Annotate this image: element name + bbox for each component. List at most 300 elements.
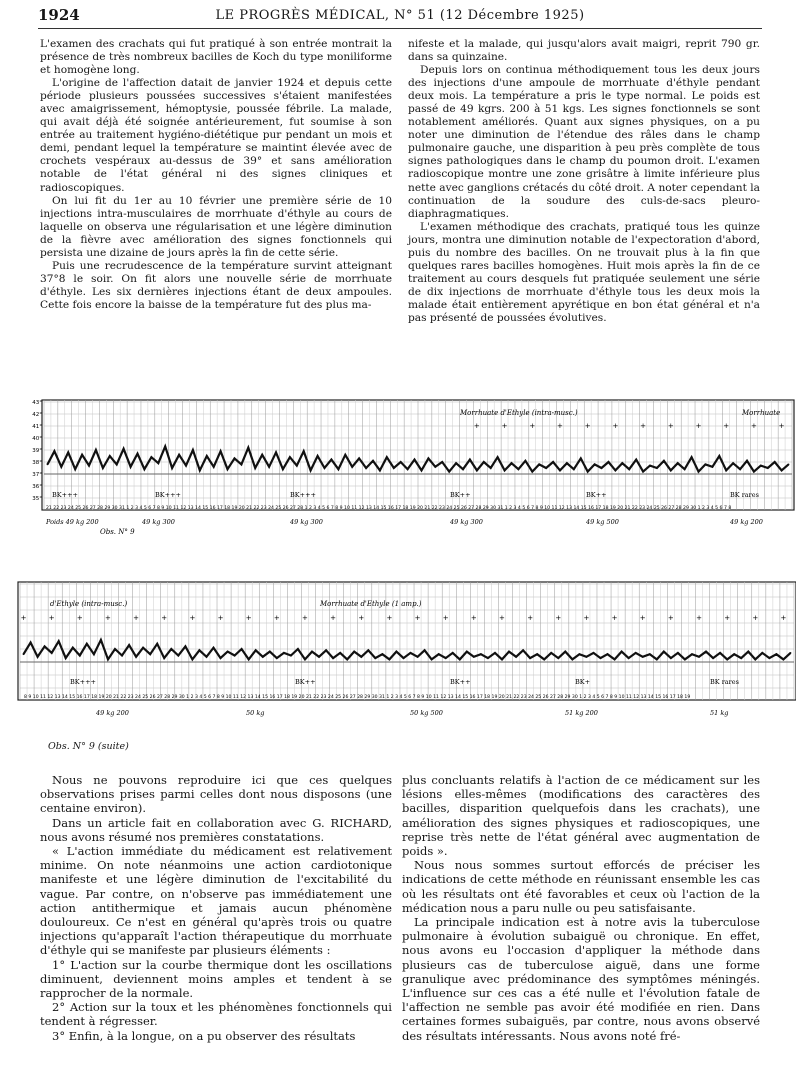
data-point (163, 657, 165, 659)
data-point (566, 462, 568, 464)
data-point (337, 468, 339, 470)
chart-caption: Obs. N° 9 (suite) (48, 741, 129, 752)
data-point (53, 450, 55, 452)
injection-mark: + (611, 614, 618, 622)
data-point (747, 651, 749, 653)
injection-mark: + (330, 614, 337, 622)
data-point (37, 656, 39, 658)
data-point (403, 657, 405, 659)
paragraph: L'examen méthodique des crachats, pratiqué tous les quinze jours, montra une diminution notable de l'expectoration d'abord, puis du nombre des bacilles. On ne trouvait plus à la fin que quelques rares bacilles homogènes. Huit mois après la fin de ce traitement au cours desquels fut pratiquée seulement une série de dix injections de morrhuate d'éthyle tous les deux mois la malade était entièrement apyrétique en bon état général et n'a pas présenté de poussées évolutives. (408, 220, 760, 324)
injection-mark: + (217, 614, 224, 622)
data-point (332, 657, 334, 659)
data-point (552, 461, 554, 463)
data-point (414, 459, 416, 461)
y-tick-label: 35° (32, 496, 42, 502)
data-point (381, 653, 383, 655)
data-point (93, 653, 95, 655)
data-point (275, 452, 277, 454)
data-point (774, 461, 776, 463)
data-point (571, 659, 573, 661)
data-point (365, 467, 367, 469)
weight-label: 50 kg (246, 709, 265, 717)
data-point (725, 470, 727, 472)
data-point (573, 468, 575, 470)
y-tick-label: 41° (32, 424, 42, 430)
data-point (711, 466, 713, 468)
data-point (452, 652, 454, 654)
paragraph: Dans un article fait en collaboration avec G. RICHARD, nous avons résumé nos premières constatations. (40, 815, 392, 844)
column-left (40, 38, 392, 312)
data-point (790, 652, 792, 654)
data-point (268, 466, 270, 468)
injection-mark: + (640, 422, 647, 430)
data-point (459, 659, 461, 661)
data-point (389, 659, 391, 661)
data-point (543, 659, 545, 661)
injection-mark: + (302, 614, 308, 622)
chart-caption: Obs. N° 9 (100, 528, 135, 536)
data-point (296, 465, 298, 467)
injection-mark: + (470, 614, 477, 622)
data-point (545, 467, 547, 469)
data-point (600, 657, 602, 659)
data-point (213, 647, 215, 649)
bk-mark: BK++ (450, 678, 471, 686)
date-ticks: 21 22 23 24 25 26 27 28 29 30 31 1 2 3 4 5 6 7 8 9 10 11 12 13 14 15 16 17 18 19 20 21 22 23 24 25 26 27 28 1 2 3 4 5 6 7 8 9 10 11 12 13 14 15 16 17 18 19 20 21 22 23 24 25 26 27 28 29 30 31 1 2 3 4 5 6 7 8 9 10 11 12 13 14 15 16 17 18 19 20 21 22 23 24 25 26 27 28 29 30 1 2 3 4 5 6 7 8 (46, 506, 732, 511)
data-point (746, 460, 748, 462)
data-point (121, 655, 123, 657)
bk-mark: BK rares (730, 491, 759, 499)
data-point (95, 449, 97, 451)
data-point (587, 471, 589, 473)
data-point (670, 470, 672, 472)
data-point (400, 461, 402, 463)
data-point (684, 468, 686, 470)
data-point (74, 468, 76, 470)
data-point (100, 639, 102, 641)
injection-mark: + (667, 422, 674, 430)
data-point (718, 455, 720, 457)
data-point (213, 466, 215, 468)
data-point (628, 657, 630, 659)
data-point (494, 652, 496, 654)
data-point (283, 652, 285, 654)
data-point (614, 470, 616, 472)
injection-mark: + (133, 614, 140, 622)
data-point (719, 652, 721, 654)
data-point (712, 657, 714, 659)
paragraph: L'origine de l'affection datait de janvier 1924 et depuis cette période plusieurs poussées successives s'étaient manifestées avec amaigrissement, hémoptysie, poussée fébrile. La malade, qui avait déjà été soignée antérieurement, fut soumise à son entrée au traitement hygiéno-diététique pur pendant un mois et demi, pendant lequel la température se maintint élevée avec de crochets vespéraux au-dessus de 39° et sans amélioration notable de l'état général ni des signes cliniques et radioscopiques. (40, 77, 392, 194)
data-point (144, 468, 146, 470)
injection-mark: + (245, 614, 252, 622)
data-point (438, 653, 440, 655)
data-point (733, 653, 735, 655)
data-point (150, 456, 152, 458)
data-point (30, 642, 32, 644)
injection-mark: + (358, 614, 365, 622)
chart-annotation: Morrhuate (742, 409, 781, 417)
injection-mark: + (273, 614, 280, 622)
data-point (240, 464, 242, 466)
bk-mark: BK+++ (290, 491, 316, 499)
injection-mark: + (780, 614, 787, 622)
data-point (754, 659, 756, 661)
temperature-chart-1 (30, 370, 796, 542)
data-point (536, 653, 538, 655)
data-point (130, 466, 132, 468)
data-point (497, 456, 499, 458)
paragraph: L'examen des crachats qui fut pratiqué à son entrée montrait la présence de très nombreux bacilles de Koch du type moniliforme et homogène long. (40, 38, 392, 77)
data-point (788, 464, 790, 466)
data-point (185, 465, 187, 467)
data-point (705, 651, 707, 653)
data-point (206, 455, 208, 457)
data-point (462, 468, 464, 470)
data-point (386, 456, 388, 458)
injection-mark: + (555, 614, 562, 622)
data-point (691, 653, 693, 655)
data-point (310, 470, 312, 472)
data-point (580, 458, 582, 460)
data-point (508, 651, 510, 653)
data-point (248, 659, 250, 661)
data-point (149, 653, 151, 655)
data-point (60, 466, 62, 468)
bk-mark: BK rares (710, 678, 739, 686)
column-bottom-right (402, 773, 760, 1043)
injection-mark: + (161, 614, 168, 622)
y-tick-label: 43° (32, 400, 42, 406)
injection-mark: + (48, 614, 55, 622)
weight-label: 49 kg 300 (450, 518, 483, 526)
data-point (247, 447, 249, 449)
data-point (434, 466, 436, 468)
data-point (72, 647, 74, 649)
data-point (635, 652, 637, 654)
data-point (372, 460, 374, 462)
paragraph: Puis une recrudescence de la température survint atteignant 37°8 le soir. On fit alors une nouvelle série de morrhuate d'éthyle. Les six dernières injections étant de deux ampoules. Cette fois encore la baisse de la température fut des plus ma- (40, 259, 392, 311)
injection-mark: + (414, 614, 421, 622)
data-point (107, 659, 109, 661)
injection-mark: + (105, 614, 111, 622)
paragraph: On lui fit du 1er au 10 février une première série de 10 injections intra-musculaires de morrhuate d'éthyle au cours de laquelle on observa une régularisation et une légère diminution de la fièvre avec amélioration des signes fonctionnels qui persista une dizaine de jours après la fin de cette série. (40, 194, 392, 259)
data-point (740, 657, 742, 659)
data-point (339, 652, 341, 654)
data-point (557, 657, 559, 659)
data-point (171, 467, 173, 469)
data-point (427, 458, 429, 460)
data-point (289, 456, 291, 458)
data-point (642, 471, 644, 473)
paragraph: 3° Enfin, à la longue, on a pu observer des résultats (52, 1028, 356, 1043)
data-point (670, 657, 672, 659)
data-point (501, 659, 503, 661)
data-point (524, 460, 526, 462)
y-axis-ticks (32, 400, 42, 502)
data-point (656, 659, 658, 661)
data-point (58, 640, 60, 642)
data-point (102, 467, 104, 469)
data-point (177, 655, 179, 657)
y-tick-label: 36° (32, 484, 42, 490)
date-ticks: 8 9 10 11 12 13 14 15 16 17 18 19 20 21 22 23 24 25 26 27 28 29 30 1 2 3 4 5 6 7 8 9 10 11 12 13 14 15 16 17 18 19 20 21 22 23 24 25 26 27 28 29 30 31 1 2 3 4 5 6 7 8 9 10 11 12 13 14 15 16 17 18 19 20 21 22 23 24 25 26 27 28 29 30 1 2 3 4 5 6 7 8 9 10 11 12 13 14 15 16 17 18 19 (24, 695, 691, 700)
injection-mark: + (778, 422, 785, 430)
data-point (518, 468, 520, 470)
data-point (649, 653, 651, 655)
data-point (466, 651, 468, 653)
weight-label: Poids 49 kg 200 (46, 518, 99, 526)
data-point (635, 459, 637, 461)
data-point (768, 657, 770, 659)
data-point (23, 653, 25, 655)
chart-annotation: Morrhuate d'Ethyle (1 amp.) (320, 600, 422, 608)
data-point (515, 656, 517, 658)
data-point (698, 656, 700, 658)
paragraph: nifeste et la malade, qui jusqu'alors avait maigri, reprit 790 gr. dans sa quinzaine. (408, 38, 760, 64)
data-point (473, 656, 475, 658)
data-point (234, 655, 236, 657)
injection-mark: + (583, 614, 590, 622)
data-point (51, 652, 53, 654)
data-point (79, 655, 81, 657)
data-point (448, 471, 450, 473)
injection-mark: + (529, 422, 536, 430)
data-point (142, 647, 144, 649)
weight-labels (45, 518, 763, 526)
data-point (396, 651, 398, 653)
bk-mark: BK+++ (155, 491, 181, 499)
chart-annotation: Morrhuate d'Ethyle (intra-musc.) (460, 409, 578, 417)
data-point (691, 456, 693, 458)
data-point (81, 454, 83, 456)
injection-mark: + (584, 422, 591, 430)
data-point (304, 659, 306, 661)
data-point (137, 453, 139, 455)
paragraph: 2° Action sur la toux et les phénomènes fonctionnels qui tendent à régresser. (40, 1000, 392, 1029)
data-point (325, 649, 327, 651)
data-point (324, 467, 326, 469)
data-point (353, 651, 355, 653)
data-point (199, 470, 201, 472)
data-point (220, 657, 222, 659)
injection-mark: + (696, 614, 702, 622)
data-point (607, 653, 609, 655)
data-point (227, 468, 229, 470)
y-tick-label: 40° (32, 436, 42, 442)
injection-mark: + (612, 422, 619, 430)
bk-mark: BK++ (586, 491, 607, 499)
data-point (282, 468, 284, 470)
data-point (781, 470, 783, 472)
injection-mark: + (723, 422, 730, 430)
data-point (705, 464, 707, 466)
paragraph: Nous ne pouvons reproduire ici que ces quelques observations prises parmi celles dont nous disposons (une centaine environ). (40, 773, 392, 816)
injection-mark: + (442, 614, 449, 622)
injection-mark: + (557, 422, 563, 430)
data-point (760, 465, 762, 467)
data-point (511, 462, 513, 464)
data-point (642, 656, 644, 658)
data-point (767, 467, 769, 469)
data-point (47, 464, 49, 466)
data-point (559, 470, 561, 472)
weight-label: 50 kg 500 (410, 709, 443, 717)
data-point (331, 459, 333, 461)
journal-title: LE PROGRÈS MÉDICAL, N° 51 (12 Décembre 1925) (215, 8, 585, 23)
data-point (504, 470, 506, 472)
data-point (649, 465, 651, 467)
data-point (367, 649, 369, 651)
y-tick-label: 38° (32, 460, 42, 466)
injection-mark: + (639, 614, 646, 622)
data-point (628, 468, 630, 470)
data-point (303, 450, 305, 452)
data-point (164, 446, 166, 448)
data-point (480, 653, 482, 655)
injection-mark: + (752, 614, 759, 622)
data-point (483, 461, 485, 463)
data-point (276, 657, 278, 659)
data-point (346, 659, 348, 661)
data-point (393, 467, 395, 469)
data-point (663, 460, 665, 462)
injection-mark: + (386, 614, 393, 622)
data-point (586, 656, 588, 658)
data-point (360, 656, 362, 658)
data-point (86, 643, 88, 645)
data-point (732, 462, 734, 464)
paragraph: Depuis lors on continua méthodiquement tous les deux jours des injections d'une ampoule de morrhuate d'éthyle pendant deux mois. La température a pris le type normal. Le poids est passé de 49 kgrs. 200 à 51 kgs. Les signes fonctionnels se sont notablement améliorés. Quant aux signes physiques, on a pu noter une diminution de l'étendue des râles dans le champ pulmonaire gauche, une disparition à peu près complète de tous signes pathologiques dans le champ du poumon droit. L'examen radioscopique montre une zone grisâtre à limite inférieure plus nette avec ganglions crétacés du côté droit. A noter cependant la continuation de la soudure des culs-de-sacs pleuro-diaphragmatiques. (408, 64, 760, 220)
data-point (776, 653, 778, 655)
data-point (234, 458, 236, 460)
injection-mark: + (750, 422, 757, 430)
data-point (135, 656, 137, 658)
paragraph: « L'action immédiate du médicament est relativement minime. On note néanmoins une action cardiotonique manifeste et une légère diminution de l'excitabilité du vague. Par contre, on n'observe pas immédiatement une action antithermique et jamais aucun phénomène douloureux. Ce n'est en général qu'après trois ou quatre injections qu'apparaît l'action thérapeutique du morrhuate d'éthyle qui se manifeste par plusieurs éléments : (40, 844, 392, 958)
data-point (621, 651, 623, 653)
data-point (783, 659, 785, 661)
page-header (38, 6, 762, 29)
data-point (522, 649, 524, 651)
y-tick-label: 39° (32, 448, 42, 454)
y-tick-label: 42° (32, 412, 42, 418)
injection-mark: + (473, 422, 480, 430)
temperature-chart-1-svg (30, 370, 796, 542)
data-point (469, 459, 471, 461)
data-point (44, 646, 46, 648)
data-point (578, 653, 580, 655)
data-point (663, 651, 665, 653)
data-point (379, 470, 381, 472)
paragraph: 1° L'action sur la courbe thermique dont les oscillations diminuent, deviennent moins amples et tendent à se rapprocher de la normale. (40, 957, 392, 1001)
data-point (601, 467, 603, 469)
data-point (241, 648, 243, 650)
data-point (608, 461, 610, 463)
data-point (374, 657, 376, 659)
data-point (206, 656, 208, 658)
data-point (739, 468, 741, 470)
injection-mark: + (695, 422, 702, 430)
data-point (684, 659, 686, 661)
data-point (441, 461, 443, 463)
data-point (65, 657, 67, 659)
bk-mark: BK++ (295, 678, 316, 686)
data-point (761, 652, 763, 654)
data-point (178, 454, 180, 456)
injection-mark: + (499, 614, 505, 622)
data-point (344, 454, 346, 456)
data-point (455, 462, 457, 464)
data-point (109, 455, 111, 457)
data-point (531, 471, 533, 473)
data-point (114, 648, 116, 650)
data-point (421, 470, 423, 472)
data-point (614, 659, 616, 661)
weight-label: 49 kg 500 (586, 518, 619, 526)
weight-label: 49 kg 300 (290, 518, 323, 526)
data-point (123, 448, 125, 450)
column-bottom-left (40, 773, 392, 1043)
data-point (726, 659, 728, 661)
data-point (593, 652, 595, 654)
data-point (290, 655, 292, 657)
weight-label: 49 kg 300 (142, 518, 175, 526)
data-point (490, 467, 492, 469)
data-point (594, 464, 596, 466)
injection-mark: + (724, 614, 731, 622)
data-point (199, 649, 201, 651)
injection-mark: + (667, 614, 674, 622)
data-point (269, 651, 271, 653)
injection-mark: + (527, 614, 534, 622)
y-tick-label: 37° (32, 472, 42, 478)
data-point (128, 644, 130, 646)
temperature-chart-2-svg (10, 576, 796, 734)
data-point (156, 643, 158, 645)
injection-mark: + (189, 614, 196, 622)
injection-mark: + (76, 614, 83, 622)
weight-label: 49 kg 200 (730, 518, 763, 526)
data-point (191, 659, 193, 661)
data-point (255, 649, 257, 651)
weight-label: 49 kg 200 (96, 709, 129, 717)
data-point (550, 652, 552, 654)
chart-annotation: d'Ethyle (intra-musc.) (50, 600, 128, 608)
data-point (407, 468, 409, 470)
data-point (184, 646, 186, 648)
data-point (698, 471, 700, 473)
data-point (67, 452, 69, 454)
weight-label: 51 kg 200 (565, 709, 598, 717)
bk-mark: BK+++ (70, 678, 96, 686)
data-point (351, 466, 353, 468)
data-point (261, 454, 263, 456)
data-point (358, 458, 360, 460)
paragraph: La principale indication est à notre avis la tuberculose pulmonaire à évolution subaiguë ou chronique. En effet, nous avons eu l'occasion d'appliquer la méthode dans plusieurs cas de tuberculose aiguë, dans une forme granulique avec prédominance des symptômes méningés. L'influence sur ces cas a été nulle et l'évolution fatale de l'affection ne semble pas avoir été modifiée en rien. Dans certaines formes subaiguës, par contre, nous avons observé des résultats intéressants. Nous avons noté fré- (402, 915, 760, 1043)
weight-label: 51 kg (710, 709, 729, 717)
data-point (656, 467, 658, 469)
data-point (254, 467, 256, 469)
data-point (297, 648, 299, 650)
bk-mark: BK+ (575, 678, 591, 686)
paragraph: Nous nous sommes surtout efforcés de préciser les indications de cette méthode en réunissant ensemble les cas où les résultats ont été favorables et ceux où l'action de la médication nous a paru nulle ou peu satisfaisante. (402, 858, 760, 915)
data-point (677, 652, 679, 654)
data-point (529, 657, 531, 659)
data-point (424, 649, 426, 651)
page-number: 1924 (38, 6, 80, 24)
data-point (262, 656, 264, 658)
data-point (487, 657, 489, 659)
weight-labels (95, 709, 728, 717)
